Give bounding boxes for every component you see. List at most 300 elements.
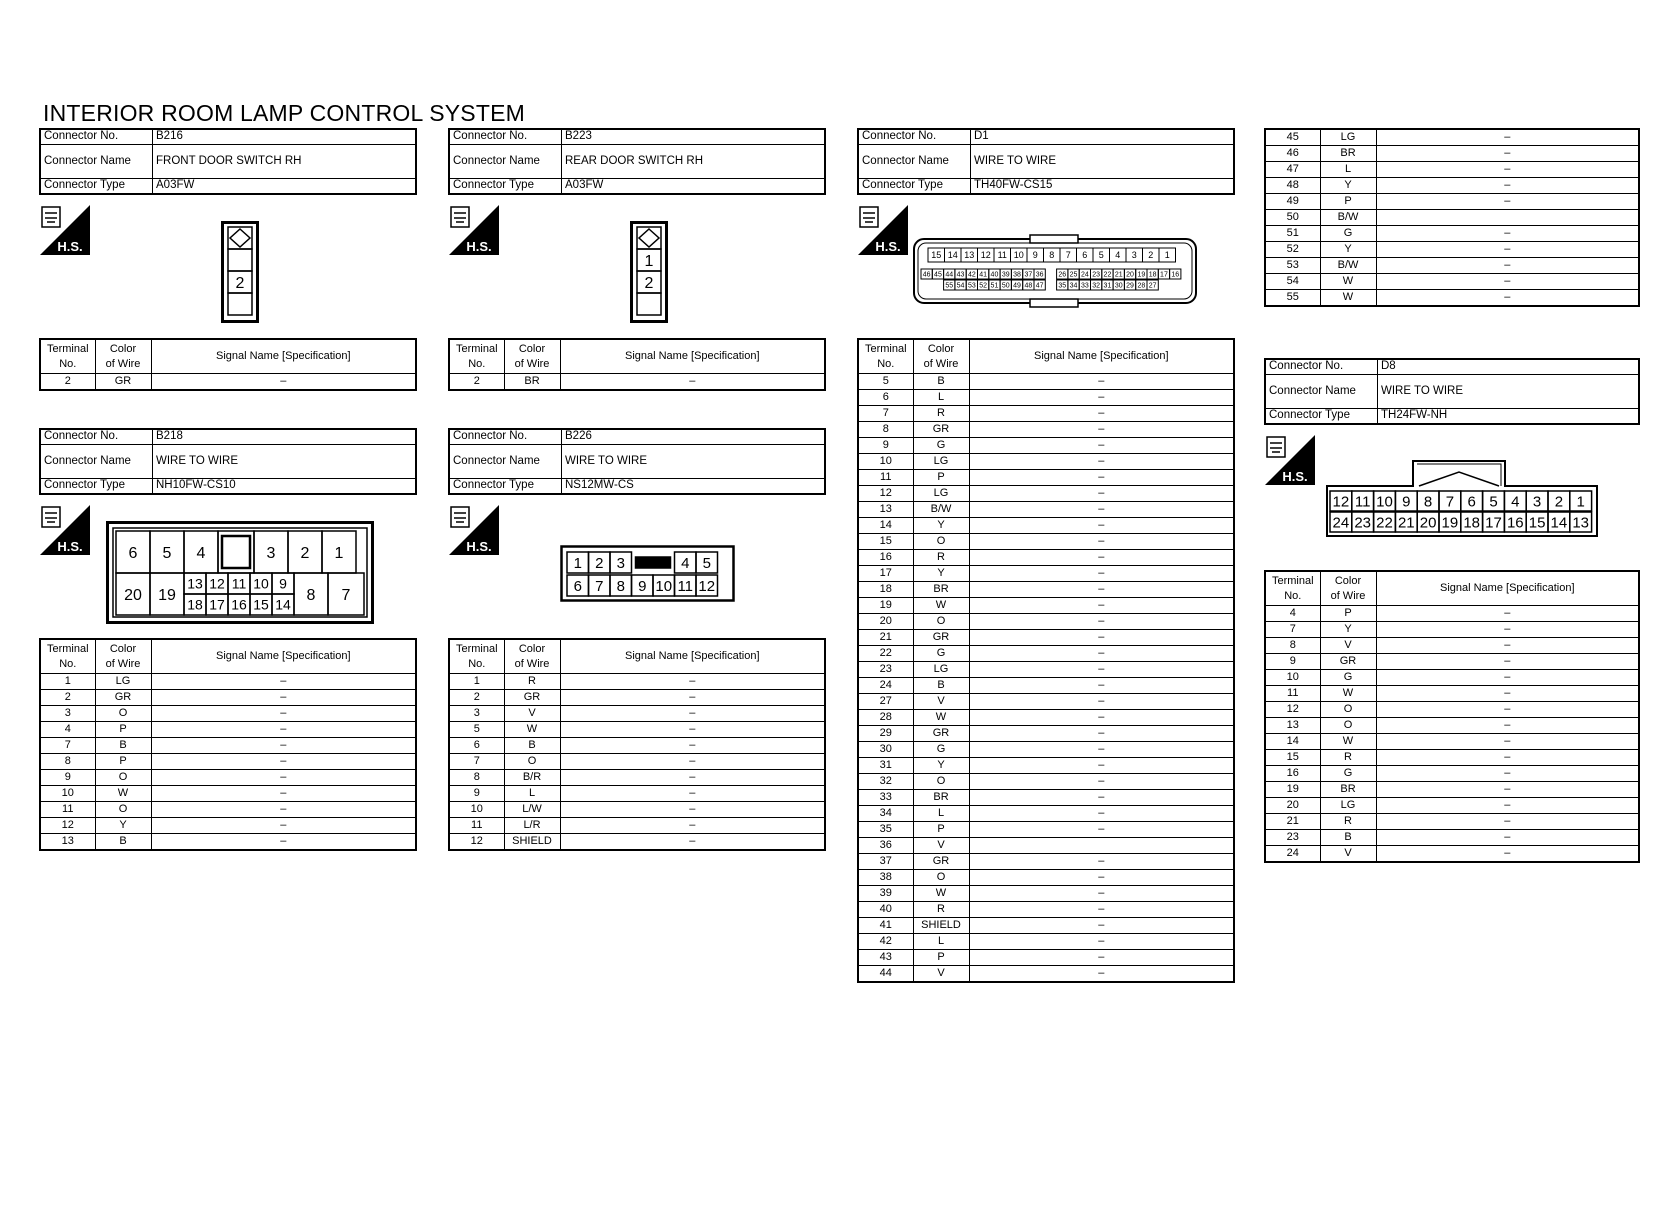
terminal-no-cell: 12 — [449, 834, 504, 851]
table-row — [1265, 162, 1639, 178]
pin-label: 21 — [1114, 271, 1123, 279]
table-row — [1265, 734, 1639, 750]
wire-color-cell: Y — [913, 758, 969, 774]
header-text: Color — [109, 343, 137, 356]
wire-color-cell: BR — [504, 374, 560, 391]
field-label: Connector Name — [449, 445, 562, 479]
table-row — [858, 582, 1234, 598]
pin-label: 16 — [231, 596, 247, 613]
signal-name-cell: – — [1376, 290, 1639, 307]
field-value: WIRE TO WIRE — [562, 445, 826, 479]
table-row — [858, 838, 1234, 854]
wire-color-cell: O — [913, 614, 969, 630]
terminal-no-cell: 7 — [449, 754, 504, 770]
signal-name-cell: – — [1376, 258, 1639, 274]
pin-label: 37 — [1024, 271, 1033, 279]
pin-label: 10 — [1376, 493, 1393, 511]
header-signal: Signal Name [Specification] — [969, 339, 1234, 374]
header-color — [504, 339, 560, 374]
pin-label: 7 — [595, 577, 604, 595]
signal-name-cell: – — [969, 518, 1234, 534]
terminal-table-b216 — [39, 338, 417, 391]
pin-label: 8 — [616, 577, 625, 595]
signal-name-cell: – — [969, 790, 1234, 806]
terminal-no-cell: 19 — [1265, 782, 1320, 798]
wire-color-cell: G — [1320, 670, 1376, 686]
harness-side-icon — [858, 205, 908, 255]
wire-color-cell: LG — [913, 662, 969, 678]
pin-label: 11 — [1354, 493, 1371, 511]
wire-color-cell: Y — [1320, 622, 1376, 638]
pin-label: 2 — [300, 544, 310, 562]
terminal-no-cell: 6 — [449, 738, 504, 754]
signal-name-cell: – — [1376, 782, 1639, 798]
wire-color-cell: B — [504, 738, 560, 754]
table-row — [858, 518, 1234, 534]
page-title: INTERIOR ROOM LAMP CONTROL SYSTEM — [43, 100, 525, 126]
signal-name-cell: – — [1376, 830, 1639, 846]
wire-color-cell: LG — [1320, 798, 1376, 814]
pin-label: 22 — [1103, 271, 1112, 279]
terminal-no-cell: 33 — [858, 790, 913, 806]
terminal-no-cell: 28 — [858, 710, 913, 726]
table-row — [1265, 226, 1639, 242]
field-label: Connector No. — [40, 129, 153, 145]
wire-color-cell: O — [1320, 702, 1376, 718]
wire-color-cell: W — [1320, 686, 1376, 702]
table-row — [1265, 146, 1639, 162]
pin-label: 50 — [1001, 282, 1010, 290]
terminal-no-cell: 11 — [40, 802, 95, 818]
wire-color-cell: R — [1320, 814, 1376, 830]
header-text: of Wire — [514, 357, 550, 370]
header-text: No. — [59, 657, 77, 670]
table-row — [858, 550, 1234, 566]
table-row — [40, 754, 416, 770]
signal-name-cell: – — [1376, 734, 1639, 750]
pin-label: 24 — [1080, 271, 1089, 279]
signal-name-cell: – — [969, 854, 1234, 870]
terminal-no-cell: 52 — [1265, 242, 1320, 258]
signal-name-cell: – — [151, 690, 416, 706]
header-color — [504, 639, 560, 674]
terminal-no-cell: 9 — [858, 438, 913, 454]
pin-label: 47 — [1035, 282, 1044, 290]
terminal-no-cell: 23 — [858, 662, 913, 678]
wire-color-cell: R — [913, 406, 969, 422]
table-row — [858, 790, 1234, 806]
field-value: TH40FW-CS15 — [971, 179, 1235, 195]
connector-no-row — [449, 129, 825, 145]
pin-label: 10 — [1013, 250, 1024, 261]
wire-color-cell: B — [913, 678, 969, 694]
pin-label: 1 — [1164, 250, 1170, 261]
header-terminal — [1265, 571, 1320, 606]
header-color — [95, 339, 151, 374]
wire-color-cell: B — [913, 374, 969, 390]
signal-name-cell: – — [1376, 146, 1639, 162]
terminal-no-cell: 7 — [1265, 622, 1320, 638]
terminal-no-cell: 36 — [858, 838, 913, 854]
wire-color-cell: W — [913, 598, 969, 614]
table-row — [40, 722, 416, 738]
pin-label: 26 — [1058, 271, 1067, 279]
terminal-table — [857, 338, 1235, 983]
table-row — [1265, 210, 1639, 226]
signal-name-cell: – — [151, 374, 416, 391]
connector-face-b216 — [221, 221, 259, 323]
terminal-no-cell: 37 — [858, 854, 913, 870]
pin-label: 20 — [1126, 271, 1134, 279]
wire-color-cell: BR — [1320, 782, 1376, 798]
pin-label: 3 — [1532, 493, 1542, 511]
table-row — [858, 710, 1234, 726]
wire-color-cell: G — [1320, 226, 1376, 242]
pin-label: 11 — [997, 250, 1007, 261]
field-value: TH24FW-NH — [1378, 409, 1640, 425]
connector-type-row — [449, 479, 825, 495]
wire-color-cell: W — [1320, 734, 1376, 750]
pin-label: 14 — [947, 250, 958, 261]
signal-name-cell — [1376, 210, 1639, 226]
pin-label: 1 — [644, 253, 654, 270]
hs-label: H.S. — [57, 539, 83, 554]
terminal-no-cell: 14 — [1265, 734, 1320, 750]
terminal-no-cell: 5 — [449, 722, 504, 738]
header-text: of Wire — [1330, 589, 1366, 602]
signal-name-cell: – — [1376, 194, 1639, 210]
wire-color-cell: B — [1320, 830, 1376, 846]
field-label: Connector Type — [1265, 409, 1378, 425]
header-signal: Signal Name [Specification] — [560, 339, 825, 374]
terminal-no-cell: 14 — [858, 518, 913, 534]
terminal-table-d1 — [857, 338, 1235, 983]
signal-name-cell: – — [151, 802, 416, 818]
table-row — [449, 818, 825, 834]
terminal-no-cell: 31 — [858, 758, 913, 774]
table-row — [858, 678, 1234, 694]
harness-side-icon — [40, 505, 90, 555]
terminal-no-cell: 2 — [40, 374, 95, 391]
signal-name-cell: – — [151, 818, 416, 834]
table-row — [858, 454, 1234, 470]
terminal-table — [448, 338, 826, 391]
connector-type-row — [1265, 409, 1639, 425]
wire-color-cell: GR — [913, 422, 969, 438]
field-value: FRONT DOOR SWITCH RH — [153, 145, 417, 179]
signal-name-cell: – — [969, 454, 1234, 470]
table-row — [40, 802, 416, 818]
field-value: D8 — [1378, 359, 1640, 375]
wire-color-cell: V — [913, 694, 969, 710]
terminal-no-cell: 42 — [858, 934, 913, 950]
pin-label: 1 — [334, 544, 344, 562]
signal-name-cell: – — [969, 486, 1234, 502]
connector-face-b226 — [560, 545, 735, 602]
terminal-no-cell: 4 — [1265, 606, 1320, 622]
pin-label: 3 — [616, 554, 625, 572]
terminal-no-cell: 45 — [1265, 129, 1320, 146]
terminal-no-cell: 6 — [858, 390, 913, 406]
terminal-no-cell: 35 — [858, 822, 913, 838]
table-row — [449, 722, 825, 738]
wire-color-cell: O — [95, 706, 151, 722]
terminal-no-cell: 10 — [1265, 670, 1320, 686]
pin-label: 18 — [1463, 514, 1481, 532]
pin-label: 17 — [1160, 271, 1168, 279]
table-header — [40, 639, 416, 674]
pin-label: 22 — [1376, 514, 1393, 532]
signal-name-cell: – — [969, 774, 1234, 790]
pin-label: 51 — [990, 282, 999, 290]
pin-label: 52 — [979, 282, 988, 290]
connector-no-row — [858, 129, 1234, 145]
signal-name-cell: – — [969, 550, 1234, 566]
terminal-no-cell: 2 — [40, 690, 95, 706]
pin-label: 28 — [1137, 282, 1146, 290]
wire-color-cell: GR — [913, 630, 969, 646]
terminal-no-cell: 9 — [40, 770, 95, 786]
signal-name-cell: – — [969, 470, 1234, 486]
header-text: Color — [518, 343, 546, 356]
terminal-table — [39, 638, 417, 851]
pin-label: 3 — [1131, 250, 1137, 261]
wire-color-cell: O — [1320, 718, 1376, 734]
signal-name-cell: – — [560, 834, 825, 851]
wire-color-cell: P — [95, 722, 151, 738]
wire-color-cell: O — [913, 870, 969, 886]
terminal-no-cell: 55 — [1265, 290, 1320, 307]
pin-label: 1 — [1576, 493, 1585, 511]
terminal-no-cell: 23 — [1265, 830, 1320, 846]
wire-color-cell: P — [95, 754, 151, 770]
header-text: Color — [109, 643, 137, 656]
table-row — [40, 818, 416, 834]
signal-name-cell: – — [969, 630, 1234, 646]
connector-info-b223 — [448, 128, 826, 195]
pin-label: 40 — [990, 271, 999, 279]
signal-name-cell: – — [560, 802, 825, 818]
connector-info-table — [448, 428, 826, 495]
connector-no-row — [40, 129, 416, 145]
terminal-no-cell: 29 — [858, 726, 913, 742]
wire-color-cell: O — [504, 754, 560, 770]
terminal-no-cell: 10 — [40, 786, 95, 802]
field-label: Connector No. — [449, 429, 562, 445]
connector-name-row — [858, 145, 1234, 179]
signal-name-cell: – — [969, 934, 1234, 950]
table-row — [449, 786, 825, 802]
connector-info-table — [857, 128, 1235, 195]
pin-label: 8 — [1049, 250, 1055, 261]
wire-color-cell: L — [913, 934, 969, 950]
pin-label: 10 — [655, 577, 673, 595]
header-text: Color — [518, 643, 546, 656]
terminal-no-cell: 24 — [1265, 846, 1320, 863]
header-text: Terminal — [46, 643, 89, 656]
signal-name-cell: – — [969, 710, 1234, 726]
header-signal: Signal Name [Specification] — [560, 639, 825, 674]
wire-color-cell: B/W — [913, 502, 969, 518]
header-signal: Signal Name [Specification] — [1376, 571, 1639, 606]
pin-label: 42 — [967, 271, 976, 279]
pin-label: 36 — [1035, 271, 1044, 279]
terminal-no-cell: 11 — [449, 818, 504, 834]
pin-label: 17 — [1485, 514, 1502, 532]
pin-label: 7 — [1445, 493, 1455, 511]
signal-name-cell: – — [969, 918, 1234, 934]
table-header — [858, 339, 1234, 374]
pin-label: 4 — [1115, 250, 1121, 261]
table-row — [1265, 274, 1639, 290]
table-row — [858, 502, 1234, 518]
wire-color-cell: GR — [913, 854, 969, 870]
connector-name-row — [1265, 375, 1639, 409]
table-row — [858, 886, 1234, 902]
header-signal: Signal Name [Specification] — [151, 639, 416, 674]
connector-face-b218 — [106, 521, 374, 624]
pin-label: 14 — [275, 596, 291, 613]
terminal-table — [1264, 128, 1640, 307]
connector-face-d8 — [1325, 460, 1601, 538]
terminal-no-cell: 21 — [1265, 814, 1320, 830]
wire-color-cell: GR — [95, 374, 151, 391]
pin-label: 25 — [1069, 271, 1078, 279]
header-signal: Signal Name [Specification] — [151, 339, 416, 374]
wire-color-cell: O — [95, 802, 151, 818]
pin-label: 19 — [1441, 514, 1459, 532]
signal-name-cell: – — [969, 438, 1234, 454]
table-row — [1265, 129, 1639, 146]
terminal-no-cell: 12 — [858, 486, 913, 502]
pin-label: 29 — [1126, 282, 1134, 290]
pin-label: 23 — [1354, 514, 1372, 532]
signal-name-cell: – — [969, 886, 1234, 902]
field-label: Connector No. — [449, 129, 562, 145]
wire-color-cell: L — [913, 390, 969, 406]
table-row — [40, 706, 416, 722]
wire-color-cell: L — [913, 806, 969, 822]
wire-color-cell: O — [95, 770, 151, 786]
connector-name-row — [40, 445, 416, 479]
wire-color-cell: P — [1320, 194, 1376, 210]
pin-label: 5 — [1098, 250, 1104, 261]
terminal-no-cell: 49 — [1265, 194, 1320, 210]
wire-color-cell: W — [1320, 274, 1376, 290]
signal-name-cell: – — [1376, 226, 1639, 242]
field-value: B223 — [562, 129, 826, 145]
connector-info-table — [1264, 358, 1640, 425]
signal-name-cell: – — [1376, 798, 1639, 814]
terminal-no-cell: 5 — [858, 374, 913, 390]
field-value: D1 — [971, 129, 1235, 145]
pin-label: 14 — [1550, 514, 1568, 532]
wire-color-cell: G — [913, 646, 969, 662]
connector-info-b226 — [448, 428, 826, 495]
pin-label: 9 — [1402, 493, 1411, 511]
connector-info-d8 — [1264, 358, 1640, 425]
header-text: Color — [927, 343, 955, 356]
connector-info-d1 — [857, 128, 1235, 195]
wire-color-cell: P — [913, 822, 969, 838]
header-terminal — [40, 639, 95, 674]
pin-label: 19 — [1137, 271, 1146, 279]
table-row — [858, 742, 1234, 758]
wire-color-cell: SHIELD — [504, 834, 560, 851]
terminal-no-cell: 15 — [858, 534, 913, 550]
pin-label: 46 — [922, 271, 931, 279]
harness-side-icon — [449, 205, 499, 255]
signal-name-cell: – — [969, 662, 1234, 678]
header-color — [913, 339, 969, 374]
table-header — [40, 339, 416, 374]
header-color — [95, 639, 151, 674]
wire-color-cell: G — [1320, 766, 1376, 782]
signal-name-cell: – — [969, 598, 1234, 614]
signal-name-cell: – — [560, 674, 825, 690]
terminal-no-cell: 10 — [858, 454, 913, 470]
pin-label: 35 — [1058, 282, 1067, 290]
pin-label: 55 — [945, 282, 954, 290]
pin-label: 15 — [1528, 514, 1546, 532]
terminal-no-cell: 10 — [449, 802, 504, 818]
pin-label: 23 — [1092, 271, 1101, 279]
pin-label: 12 — [980, 250, 991, 261]
wire-color-cell: GR — [913, 726, 969, 742]
table-row — [858, 406, 1234, 422]
locking-key — [222, 536, 250, 568]
field-value: A03FW — [562, 179, 826, 195]
pin-label: 30 — [1114, 282, 1123, 290]
pin-label: 54 — [956, 282, 965, 290]
table-row — [858, 390, 1234, 406]
terminal-no-cell: 40 — [858, 902, 913, 918]
table-row — [858, 694, 1234, 710]
pin-label: 31 — [1103, 282, 1112, 290]
field-value: B226 — [562, 429, 826, 445]
pin-label: 2 — [1554, 493, 1564, 511]
pin-label: 38 — [1013, 271, 1021, 279]
table-row — [449, 690, 825, 706]
field-value: B218 — [153, 429, 417, 445]
pin-label: 21 — [1397, 514, 1415, 532]
table-row — [858, 950, 1234, 966]
terminal-no-cell: 41 — [858, 918, 913, 934]
connector-name-row — [449, 445, 825, 479]
connector-type-row — [449, 179, 825, 195]
terminal-no-cell: 1 — [449, 674, 504, 690]
table-row — [858, 774, 1234, 790]
header-text: No. — [877, 357, 895, 370]
pin-label: 12 — [698, 577, 716, 595]
table-row — [40, 674, 416, 690]
table-row — [40, 770, 416, 786]
connector-type-row — [40, 479, 416, 495]
pin-label: 5 — [1489, 493, 1498, 511]
wire-color-cell: R — [913, 550, 969, 566]
table-row — [1265, 798, 1639, 814]
table-row — [40, 374, 416, 391]
table-row — [858, 934, 1234, 950]
header-text: Terminal — [864, 343, 907, 356]
terminal-no-cell: 51 — [1265, 226, 1320, 242]
signal-name-cell: – — [969, 950, 1234, 966]
terminal-table-d8 — [1264, 570, 1640, 863]
terminal-no-cell: 43 — [858, 950, 913, 966]
signal-name-cell: – — [560, 818, 825, 834]
field-label: Connector Type — [40, 179, 153, 195]
pin-label: 17 — [209, 596, 225, 613]
